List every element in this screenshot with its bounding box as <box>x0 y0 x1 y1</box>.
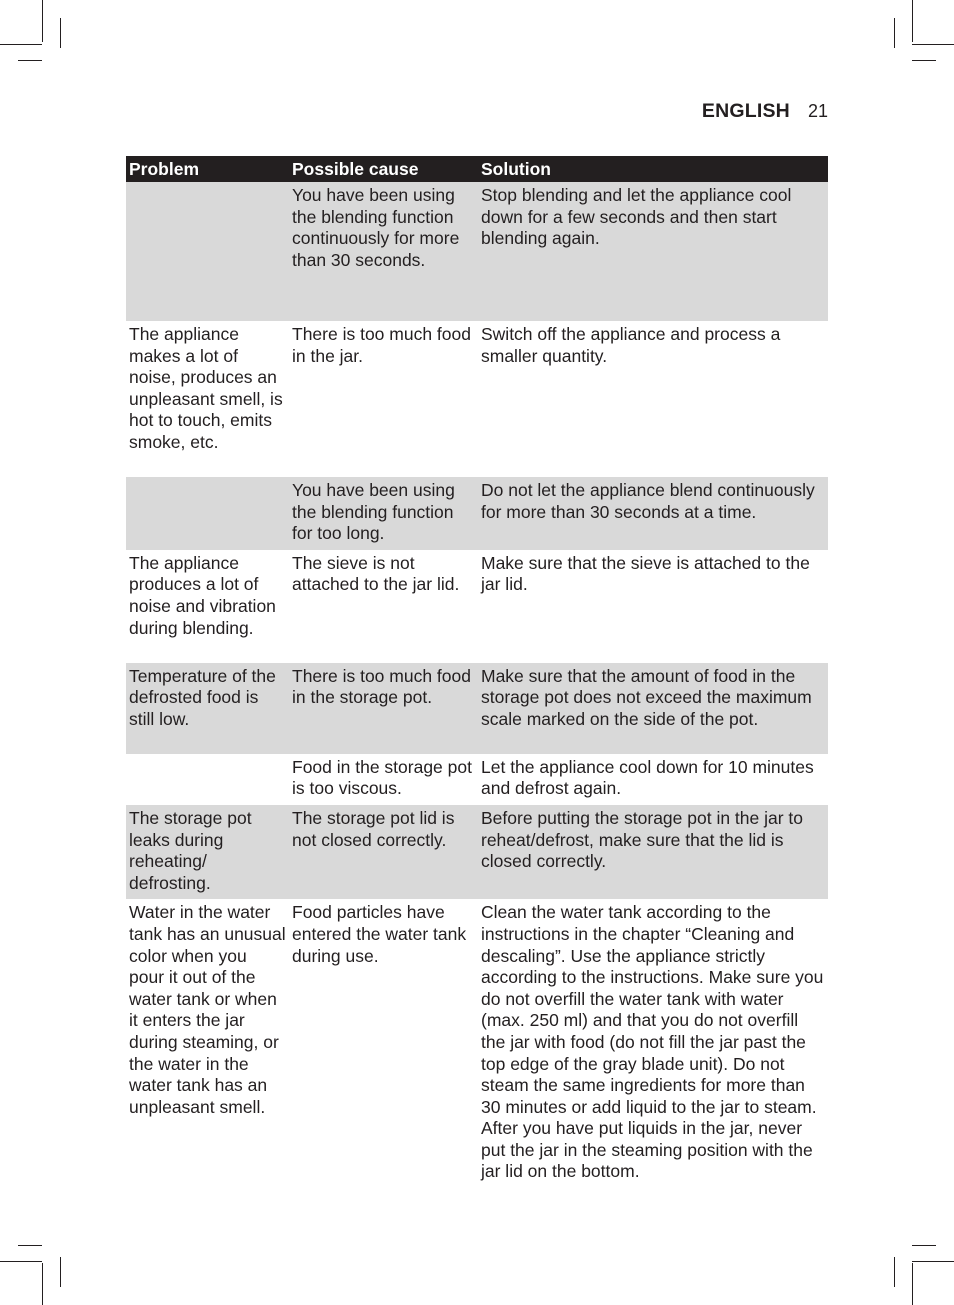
table-row <box>126 550 828 663</box>
cause-cell: There is too much food in the storage pot. <box>289 663 478 754</box>
language-label: ENGLISH <box>701 99 790 122</box>
cause-cell: Food particles have entered the water tank during use. <box>292 902 467 966</box>
cause-cell: There is too much food in the jar. <box>292 324 471 366</box>
table-row <box>126 182 828 321</box>
page-header <box>702 98 828 124</box>
table-row <box>126 663 828 754</box>
cause-cell: Food in the storage pot is too viscous. <box>292 756 472 799</box>
crop-mark <box>894 1257 895 1287</box>
problem-cell: Temperature of the defrosted food is still low. <box>126 663 289 754</box>
crop-mark <box>912 0 913 42</box>
crop-mark <box>912 60 936 61</box>
crop-mark <box>894 18 895 48</box>
problem-cell: Water in the water tank has an unusual color when you pour it out of the water tank or when it enters the jar during steaming, or the water in the water tank has an unpleasant smell. <box>129 902 286 1117</box>
cause-cell: You have been using the blending function for too long. <box>289 477 478 550</box>
column-header-solution: Solution <box>478 156 828 182</box>
column-header-problem: Problem <box>126 156 289 182</box>
solution-cell: Before putting the storage pot in the jar to reheat/defrost, make sure that the lid is closed correctly. <box>478 805 828 899</box>
crop-mark <box>60 1257 61 1287</box>
crop-mark <box>18 60 42 61</box>
problem-cell <box>126 182 289 321</box>
problem-cell: The appliance produces a lot of noise and vibration during blending. <box>129 552 276 638</box>
crop-mark <box>912 1245 936 1246</box>
crop-mark <box>42 0 43 42</box>
solution-cell: Stop blending and let the appliance cool down for a few seconds and then start blending again. <box>478 182 828 321</box>
solution-cell: Switch off the appliance and process a smaller quantity. <box>481 324 781 366</box>
table-row <box>126 477 828 550</box>
solution-cell: Let the appliance cool down for 10 minutes and defrost again. <box>481 756 814 799</box>
column-header-cause: Possible cause <box>289 156 478 182</box>
troubleshooting-table <box>126 156 828 1188</box>
solution-cell: Make sure that the amount of food in the storage pot does not exceed the maximum scale marked on the side of the pot. <box>478 663 828 754</box>
crop-mark <box>42 1263 43 1305</box>
solution-cell: Make sure that the sieve is attached to the jar lid. <box>481 552 810 595</box>
table-row <box>126 805 828 899</box>
crop-mark <box>912 1263 913 1305</box>
solution-cell: Clean the water tank according to the instructions in the chapter “Cleaning and descaling”. Use the appliance strictly according to the instructions. Make sure you do not overfill the water tank with water (max. 250 ml) and that you do not overfill the jar with food (do not fill the jar past the top edge of the gray blade unit). Do not steam the same ingredients for more than 30 minutes or add liquid to the jar to steam. After you have put liquids in the jar, never put the jar in the steaming position with the jar lid on the bottom. <box>481 902 824 1182</box>
problem-cell: The storage pot leaks during reheating/ defrosting. <box>126 805 289 899</box>
table-row <box>126 321 828 477</box>
table-row <box>126 754 828 805</box>
problem-cell <box>126 477 289 550</box>
problem-cell <box>126 754 289 805</box>
cause-cell: The storage pot lid is not closed correctly. <box>289 805 478 899</box>
crop-mark <box>0 44 42 45</box>
table-header-row <box>126 156 828 182</box>
table-row <box>126 899 828 1188</box>
crop-mark <box>912 1261 954 1262</box>
problem-cell: The appliance makes a lot of noise, produces an unpleasant smell, is hot to touch, emits smoke, etc. <box>129 324 283 452</box>
solution-cell: Do not let the appliance blend continuously for more than 30 seconds at a time. <box>478 477 828 550</box>
crop-mark <box>0 1261 42 1262</box>
crop-mark <box>912 44 954 45</box>
cause-cell: The sieve is not attached to the jar lid. <box>292 552 460 595</box>
page-number: 21 <box>807 100 828 121</box>
crop-mark <box>60 18 61 48</box>
cause-cell: You have been using the blending function continuously for more than 30 seconds. <box>289 182 478 321</box>
crop-mark <box>18 1245 42 1246</box>
